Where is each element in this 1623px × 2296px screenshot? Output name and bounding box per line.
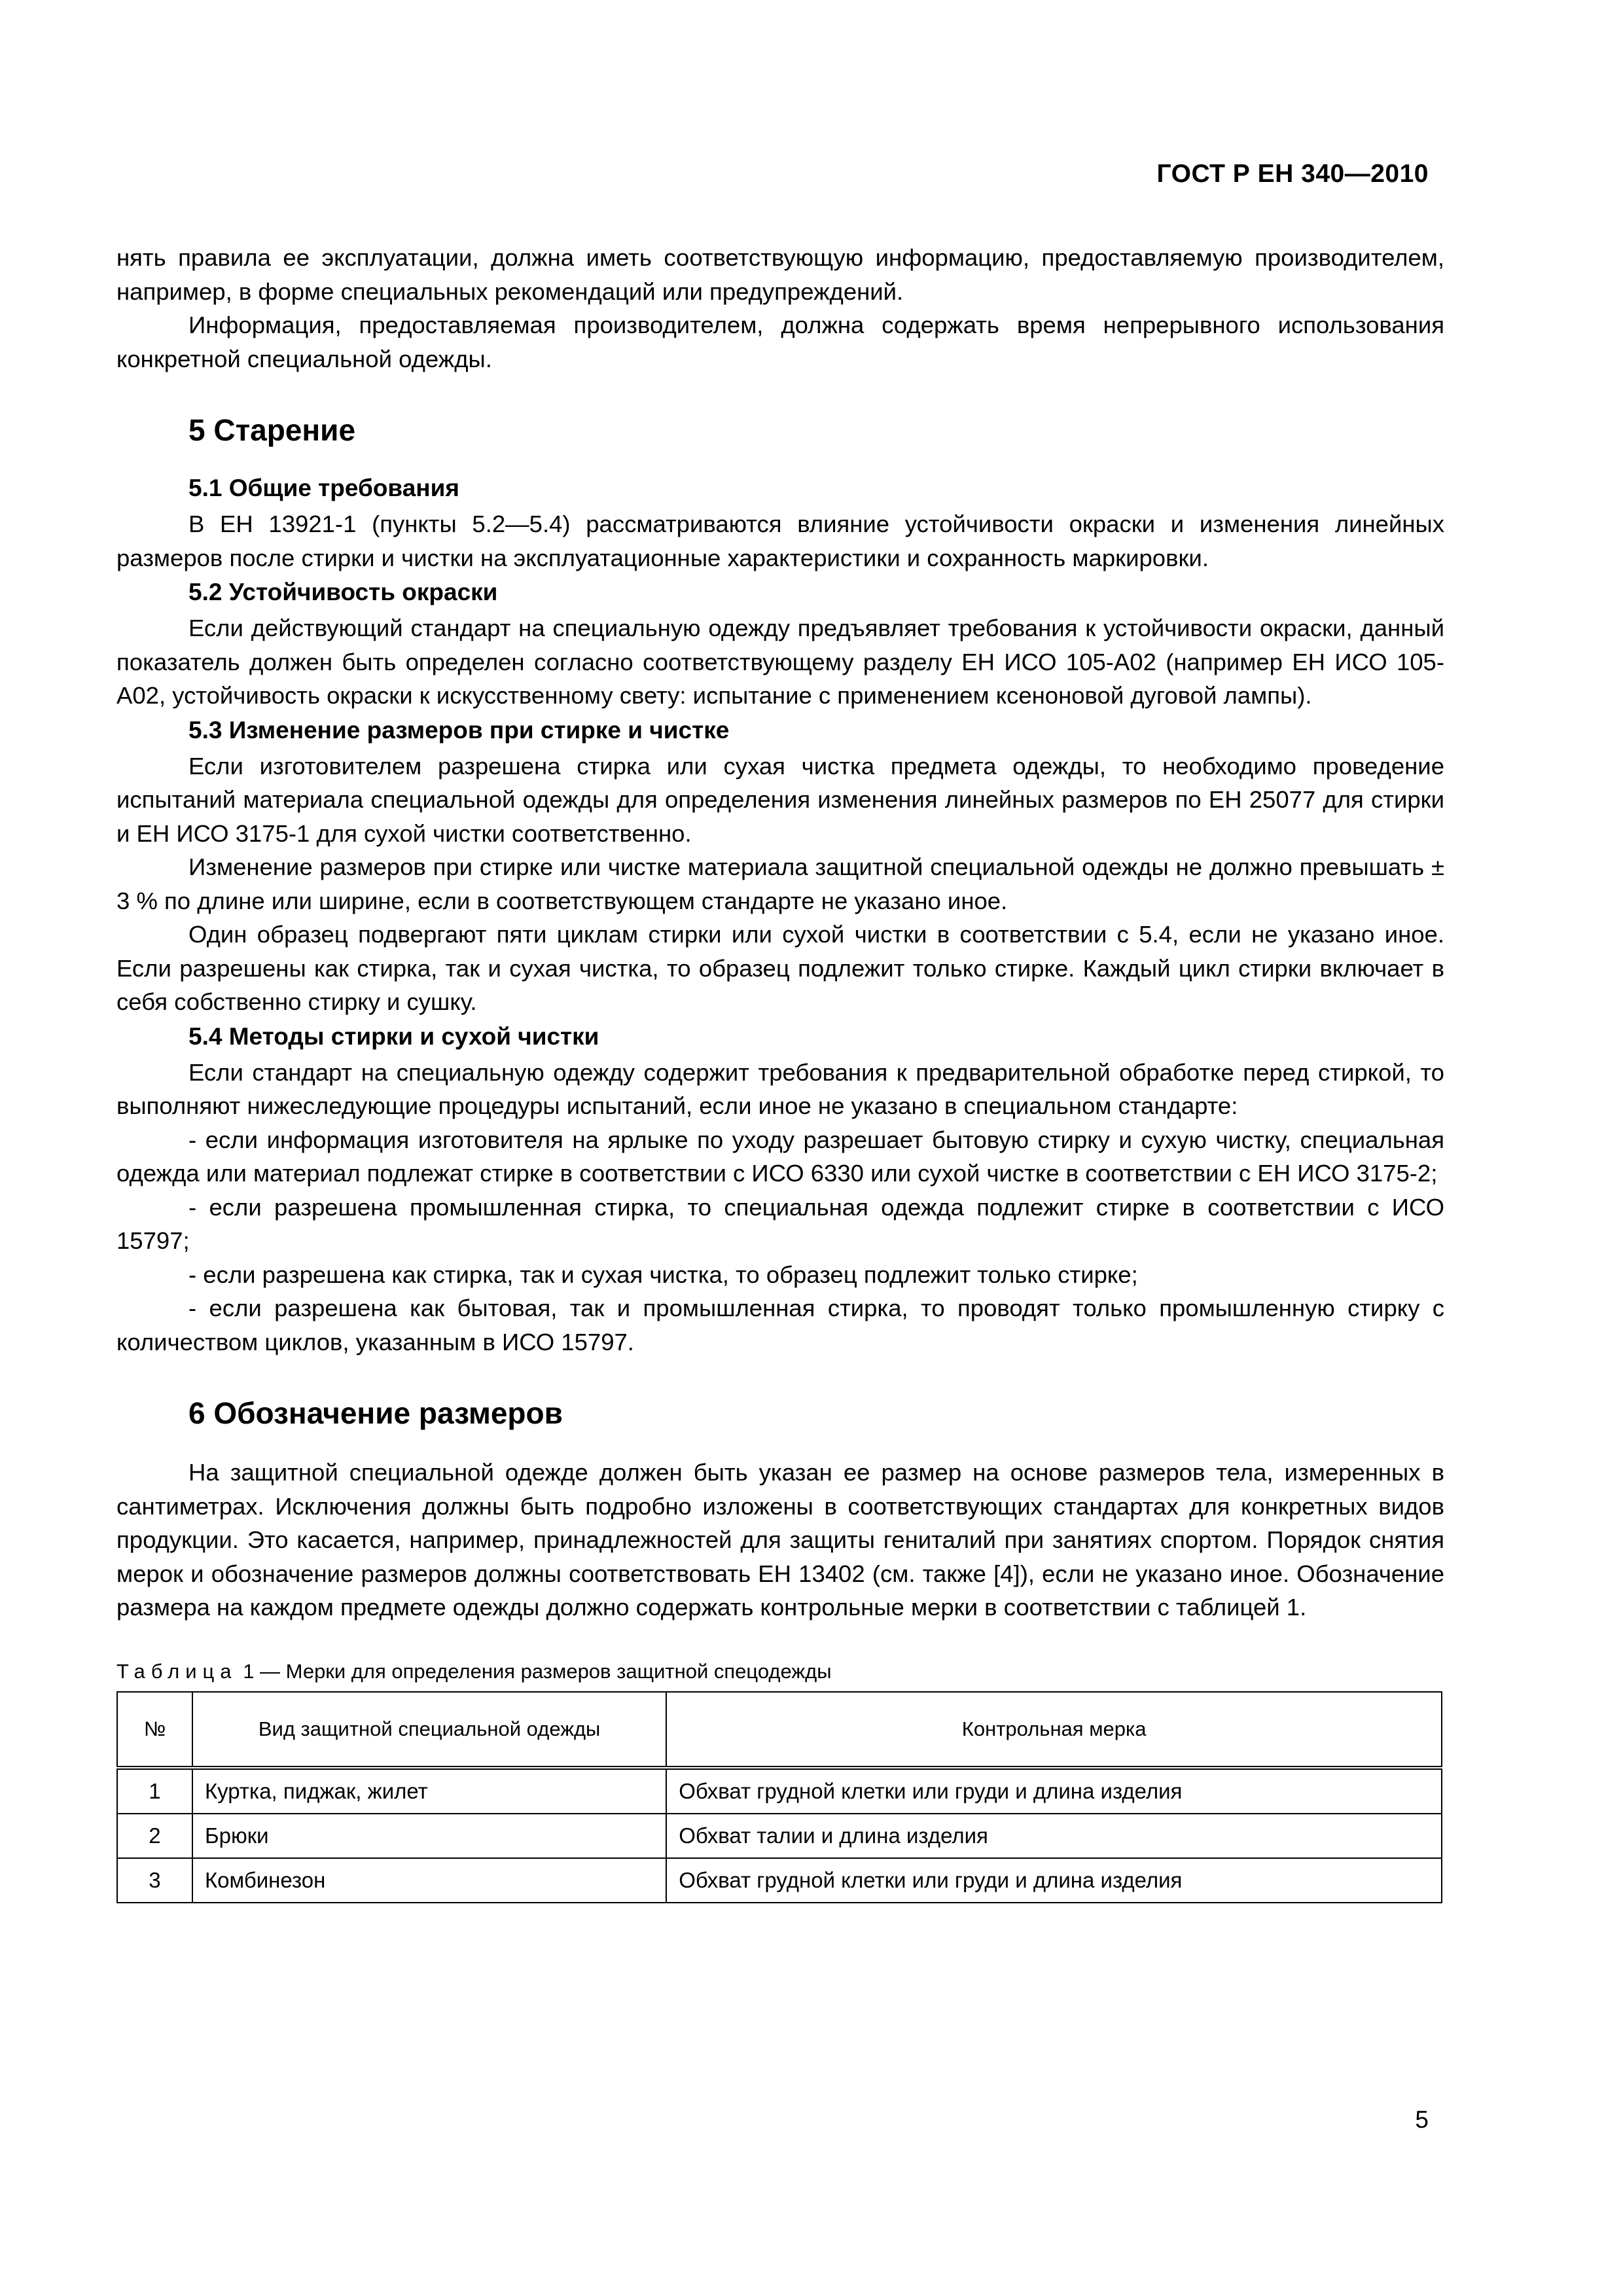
table-row [117,1768,1442,1814]
measurements-table [116,1691,1442,1903]
table-cell-garment-type: Комбинезон [192,1858,666,1903]
subsection-5-3-paragraph-3: Один образец подвергают пяти циклам стирки или сухой чистки в соответствии с 5.4, если не указано иное. Если разрешены как стирка, так и сухая чистка, то образец подлежит только стирке. Каждый цикл стирки включает в себя собственно стирку и сушку. [116,921,1444,1015]
table-row [117,1858,1442,1903]
subsection-5-2-title: 5.2 Устойчивость окраски [188,579,498,605]
column-header-number: № [117,1692,192,1768]
subsection-5-3-title: 5.3 Изменение размеров при стирке и чистке [188,716,730,744]
subsection-5-1-title: 5.1 Общие требования [188,475,459,501]
subsection-5-3-paragraph-2: Изменение размеров при стирке или чистке материала защитной специальной одежды не должно превышать ± 3 % по длине или ширине, если в соответствующем стандарте не указано иное. [116,853,1444,914]
section-6-title: 6 Обозначение размеров [188,1396,563,1430]
list-item: - если информация изготовителя на ярлыке по уходу разрешает бытовую стирку и сухую чистку, специальная одежда или материал подлежат стирке в соответствии с ИСО 6330 или сухой чистке в соответствии с ЕН ИСО 3175-2; [116,1126,1444,1187]
list-item: - если разрешена как бытовая, так и промышленная стирка, то проводят только промышленную стирку с количеством циклов, указанным в ИСО 15797. [116,1295,1444,1355]
table-cell-number: 2 [117,1814,192,1858]
table-cell-control-measure: Обхват талии и длина изделия [666,1814,1442,1858]
table-caption [116,1659,1444,1685]
table-header-row [117,1692,1442,1768]
table-cell-garment-type: Куртка, пиджак, жилет [192,1768,666,1814]
subsection-5-2-paragraph: Если действующий стандарт на специальную одежду предъявляет требования к устойчивости окраски, данный показатель должен быть определен согласно соответствующему разделу ЕН ИСО 105-А02 (например ЕН ИСО 105-А02, устойчивость окраски к искусственному свету: испытание с применением ксеноновой дуговой лампы). [116,615,1444,709]
column-header-garment-type: Вид защитной специальной одежды [192,1692,666,1768]
standard-code-header: ГОСТ Р ЕН 340—2010 [1156,160,1429,188]
table-cell-number: 3 [117,1858,192,1903]
subsection-5-3-paragraph-1: Если изготовителем разрешена стирка или сухая чистка предмета одежды, то необходимо проведение испытаний материала специальной одежды для определения изменения линейных размеров по ЕН 25077 для стирки и ЕН ИСО 3175-1 для сухой чистки соответственно. [116,752,1444,847]
intro-paragraph-1: нять правила ее эксплуатации, должна иметь соответствующую информацию, предоставляемую производителем, например, в форме специальных рекомендаций или предупреждений. [116,244,1444,305]
list-item: - если разрешена как стирка, так и сухая чистка, то образец подлежит только стирке; [188,1261,1138,1288]
page-content [116,241,1444,1903]
page-number: 5 [1415,2106,1429,2133]
table-cell-number: 1 [117,1768,192,1814]
section-6-paragraph: На защитной специальной одежде должен быть указан ее размер на основе размеров тела, измеренных в сантиметрах. Исключения должны быть подробно изложены в соответствующих стандартах для конкретных видов продукции. Это касается, например, принадлежностей для защиты гениталий при занятиях спортом. Порядок снятия мерок и обозначение размеров должны соответствовать ЕН 13402 (см. также [4]), если не указано иное. Обозначение размера на каждом предмете одежды должно содержать контрольные мерки в соответствии с таблицей 1. [116,1459,1444,1621]
list-item: - если разрешена промышленная стирка, то специальная одежда подлежит стирке в соответствии с ИСО 15797; [116,1193,1444,1254]
intro-paragraph-2: Информация, предоставляемая производителем, должна содержать время непрерывного использования конкретной специальной одежды. [116,312,1444,372]
table-caption-label: Таблица [116,1659,238,1683]
subsection-5-1-paragraph: В ЕН 13921-1 (пункты 5.2—5.4) рассматриваются влияние устойчивости окраски и изменения линейных размеров после стирки и чистки на эксплуатационные характеристики и сохранность маркировки. [116,511,1444,571]
table-cell-garment-type: Брюки [192,1814,666,1858]
column-header-control-measure: Контрольная мерка [666,1692,1442,1768]
table-cell-control-measure: Обхват грудной клетки или груди и длина изделия [666,1858,1442,1903]
subsection-5-4-paragraph: Если стандарт на специальную одежду содержит требования к предварительной обработке перед стиркой, то выполняют нижеследующие процедуры испытаний, если иное не указано в специальном стандарте: [116,1058,1444,1119]
table-caption-text: 1 — Мерки для определения размеров защитной спецодежды [243,1659,832,1683]
table-row [117,1814,1442,1858]
section-5-title: 5 Старение [188,413,356,447]
table-cell-control-measure: Обхват грудной клетки или груди и длина изделия [666,1768,1442,1814]
subsection-5-4-title: 5.4 Методы стирки и сухой чистки [188,1022,599,1050]
